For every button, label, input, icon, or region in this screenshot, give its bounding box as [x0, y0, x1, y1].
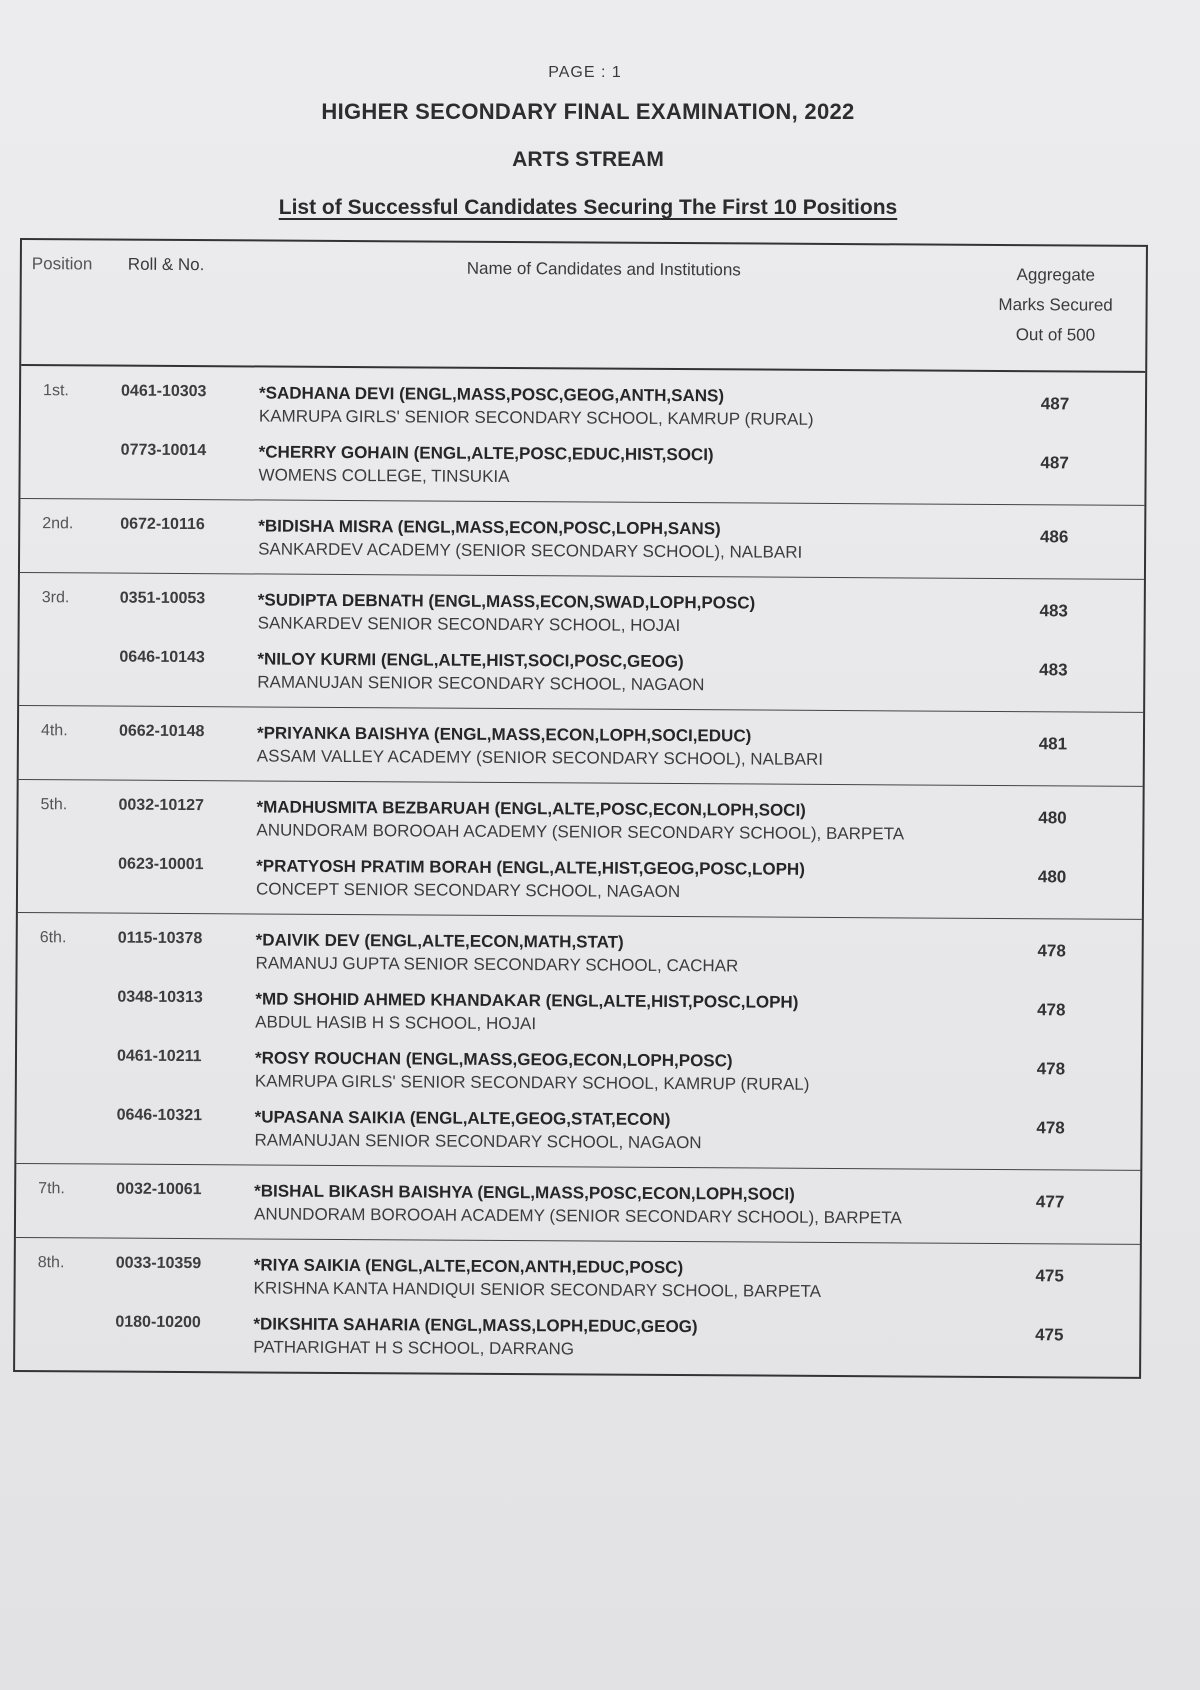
institution-name: RAMANUJ GUPTA SENIOR SECONDARY SCHOOL, CACHAR — [255, 953, 739, 976]
institution-name: RAMANUJAN SENIOR SECONDARY SCHOOL, NAGAON — [254, 1130, 702, 1153]
marks-cell: 475 — [1035, 1266, 1064, 1286]
table-row — [19, 638, 1143, 704]
institution-name: RAMANUJAN SENIOR SECONDARY SCHOOL, NAGAON — [257, 672, 705, 695]
institution-name: WOMENS COLLEGE, TINSUKIA — [258, 465, 510, 486]
roll-number-cell: 0672-10116 — [120, 515, 205, 534]
agg-line-2: Marks Secured — [998, 294, 1113, 315]
roll-number-cell: 0180-10200 — [115, 1313, 201, 1332]
position-cell: 4th. — [40, 722, 68, 740]
table-row — [20, 431, 1144, 497]
page-number: PAGE : 1 — [548, 64, 622, 81]
roll-number-cell: 0461-10211 — [116, 1047, 202, 1066]
candidate-cell — [240, 590, 964, 637]
candidate-cell — [238, 797, 962, 844]
roll-number-cell: 0351-10053 — [119, 589, 206, 608]
candidate-cell — [240, 516, 964, 563]
candidate-cell — [236, 1181, 960, 1228]
institution-name: SANKARDEV SENIOR SECONDARY SCHOOL, HOJAI — [257, 613, 681, 636]
candidate-cell — [236, 1255, 960, 1302]
position-group — [15, 1238, 1140, 1377]
candidate-name: *PRIYANKA BAISHYA (ENGL,MASS,ECON,LOPH,SOCI,EDUC) — [256, 723, 752, 746]
marks-cell: 487 — [1040, 453, 1069, 473]
roll-number-cell: 0646-10143 — [119, 648, 205, 667]
institution-name: SANKARDEV ACADEMY (SENIOR SECONDARY SCHOOL), NALBARI — [258, 539, 803, 562]
col-roll-header: Roll & No. — [127, 254, 205, 275]
table-row — [18, 786, 1142, 852]
institution-name: ANUNDORAM BOROOAH ACADEMY (SENIOR SECONDARY SCHOOL), BARPETA — [256, 820, 905, 844]
table-row — [17, 978, 1141, 1044]
col-position-header: Position — [31, 254, 93, 274]
candidate-name: *UPASANA SAIKIA (ENGL,ALTE,GEOG,STAT,ECON) — [254, 1107, 671, 1129]
candidate-cell — [239, 649, 963, 696]
roll-number-cell: 0348-10313 — [117, 988, 203, 1007]
position-group — [19, 573, 1144, 713]
candidate-cell — [235, 1314, 959, 1361]
marks-cell: 483 — [1039, 601, 1068, 621]
roll-number-cell: 0646-10321 — [116, 1106, 203, 1125]
table-row — [16, 1170, 1140, 1236]
position-cell: 8th. — [37, 1254, 65, 1272]
position-group — [19, 706, 1143, 787]
col-name-header: Name of Candidates and Institutions — [466, 258, 741, 280]
table-row — [20, 579, 1144, 645]
col-aggregate-header — [965, 246, 1146, 371]
roll-number-cell: 0033-10359 — [115, 1254, 202, 1273]
marks-cell: 477 — [1035, 1192, 1065, 1212]
position-cell — [17, 988, 117, 1032]
table-header — [21, 240, 1146, 373]
position-cell: 1st. — [43, 382, 69, 400]
position-cell: 5th. — [40, 796, 68, 814]
marks-cell: 478 — [1037, 1000, 1066, 1020]
candidate-name: *CHERRY GOHAIN (ENGL,ALTE,POSC,EDUC,HIST,SOCI) — [258, 442, 714, 465]
candidate-cell — [236, 1107, 960, 1154]
candidate-name: *NILOY KURMI (ENGL,ALTE,HIST,SOCI,POSC,GEOG) — [257, 649, 684, 672]
institution-name: KAMRUPA GIRLS' SENIOR SECONDARY SCHOOL, KAMRUP (RURAL) — [258, 406, 814, 429]
position-cell — [19, 648, 119, 692]
candidate-cell — [238, 930, 962, 977]
candidate-cell — [240, 442, 964, 489]
marks-cell: 487 — [1040, 394, 1070, 414]
candidate-cell — [238, 856, 962, 903]
roll-number-cell: 0773-10014 — [120, 441, 207, 460]
marks-cell: 480 — [1038, 808, 1067, 828]
institution-name: PATHARIGHAT H S SCHOOL, DARRANG — [253, 1337, 575, 1359]
marks-cell: 481 — [1038, 734, 1068, 754]
position-cell — [15, 1313, 115, 1357]
agg-line-1: Aggregate — [1016, 265, 1096, 285]
table-row — [17, 919, 1141, 985]
list-subtitle: List of Successful Candidates Securing The First 10 Positions — [278, 196, 898, 219]
agg-line-3: Out of 500 — [1015, 325, 1096, 345]
position-group — [16, 913, 1142, 1171]
marks-cell: 478 — [1036, 1059, 1066, 1079]
roll-number-cell: 0623-10001 — [118, 855, 204, 874]
roll-number-cell: 0662-10148 — [118, 722, 205, 741]
candidate-name: *BISHAL BIKASH BAISHYA (ENGL,MASS,POSC,ECON,LOPH,SOCI) — [254, 1181, 795, 1204]
exam-title: HIGHER SECONDARY FINAL EXAMINATION, 2022 — [321, 99, 855, 124]
candidate-cell — [239, 723, 963, 770]
institution-name: ASSAM VALLEY ACADEMY (SENIOR SECONDARY SCHOOL), NALBARI — [256, 746, 824, 769]
results-table — [13, 238, 1148, 1379]
table-row — [17, 1037, 1141, 1103]
candidate-cell — [241, 383, 965, 430]
position-cell: 7th. — [38, 1180, 65, 1198]
candidate-cell — [237, 1048, 961, 1095]
roll-number-cell: 0115-10378 — [117, 929, 203, 948]
table-row — [15, 1244, 1139, 1310]
candidate-name: *ROSY ROUCHAN (ENGL,MASS,GEOG,ECON,LOPH,POSC) — [254, 1048, 733, 1071]
roll-number-cell: 0032-10061 — [116, 1180, 202, 1199]
institution-name: KRISHNA KANTA HANDIQUI SENIOR SECONDARY SCHOOL, BARPETA — [253, 1278, 822, 1301]
stream-title: ARTS STREAM — [512, 148, 664, 171]
position-cell: 6th. — [39, 929, 67, 947]
position-cell: 3rd. — [41, 589, 70, 607]
table-row — [19, 712, 1143, 778]
institution-name: ABDUL HASIB H S SCHOOL, HOJAI — [255, 1012, 537, 1034]
position-group — [20, 499, 1144, 580]
marks-cell: 483 — [1039, 660, 1068, 680]
roll-number-cell: 0032-10127 — [118, 796, 205, 815]
candidate-name: *PRATYOSH PRATIM BORAH (ENGL,ALTE,HIST,GEOG,POSC,LOPH) — [256, 856, 805, 879]
table-row — [21, 372, 1145, 438]
position-cell: 2nd. — [42, 515, 74, 533]
candidate-name: *DIKSHITA SAHARIA (ENGL,MASS,LOPH,EDUC,GEOG) — [253, 1314, 698, 1337]
candidate-name: *SUDIPTA DEBNATH (ENGL,MASS,ECON,SWAD,LOPH,POSC) — [257, 590, 756, 613]
candidate-name: *MD SHOHID AHMED KHANDAKAR (ENGL,ALTE,HIST,POSC,LOPH) — [255, 989, 799, 1012]
roll-number-cell: 0461-10303 — [121, 382, 207, 401]
marks-cell: 480 — [1037, 867, 1067, 887]
candidate-name: *RIYA SAIKIA (ENGL,ALTE,ECON,ANTH,EDUC,POSC) — [253, 1255, 684, 1278]
table-row — [18, 845, 1142, 911]
candidate-name: *SADHANA DEVI (ENGL,MASS,POSC,GEOG,ANTH,SANS) — [258, 383, 725, 406]
position-cell — [17, 1047, 117, 1091]
candidate-cell — [237, 989, 961, 1036]
position-group — [20, 366, 1145, 506]
institution-name: KAMRUPA GIRLS' SENIOR SECONDARY SCHOOL, KAMRUP (RURAL) — [254, 1071, 810, 1094]
position-cell — [16, 1106, 116, 1150]
table-body — [15, 366, 1145, 1377]
marks-cell: 478 — [1036, 1118, 1065, 1138]
institution-name: ANUNDORAM BOROOAH ACADEMY (SENIOR SECONDARY SCHOOL), BARPETA — [253, 1204, 902, 1228]
candidate-name: *DAIVIK DEV (ENGL,ALTE,ECON,MATH,STAT) — [255, 930, 624, 952]
position-group — [16, 1164, 1140, 1245]
table-row — [16, 1096, 1140, 1162]
position-cell — [18, 855, 118, 899]
marks-cell: 475 — [1035, 1325, 1064, 1345]
candidate-name: *BIDISHA MISRA (ENGL,MASS,ECON,POSC,LOPH,SANS) — [258, 516, 721, 539]
position-cell — [20, 441, 120, 485]
table-row — [15, 1303, 1139, 1369]
institution-name: CONCEPT SENIOR SECONDARY SCHOOL, NAGAON — [255, 879, 681, 902]
candidate-name: *MADHUSMITA BEZBARUAH (ENGL,ALTE,POSC,ECON,LOPH,SOCI) — [256, 797, 806, 820]
marks-cell: 478 — [1037, 941, 1066, 961]
table-row — [20, 505, 1144, 571]
marks-cell: 486 — [1039, 527, 1069, 547]
position-group — [18, 780, 1143, 920]
